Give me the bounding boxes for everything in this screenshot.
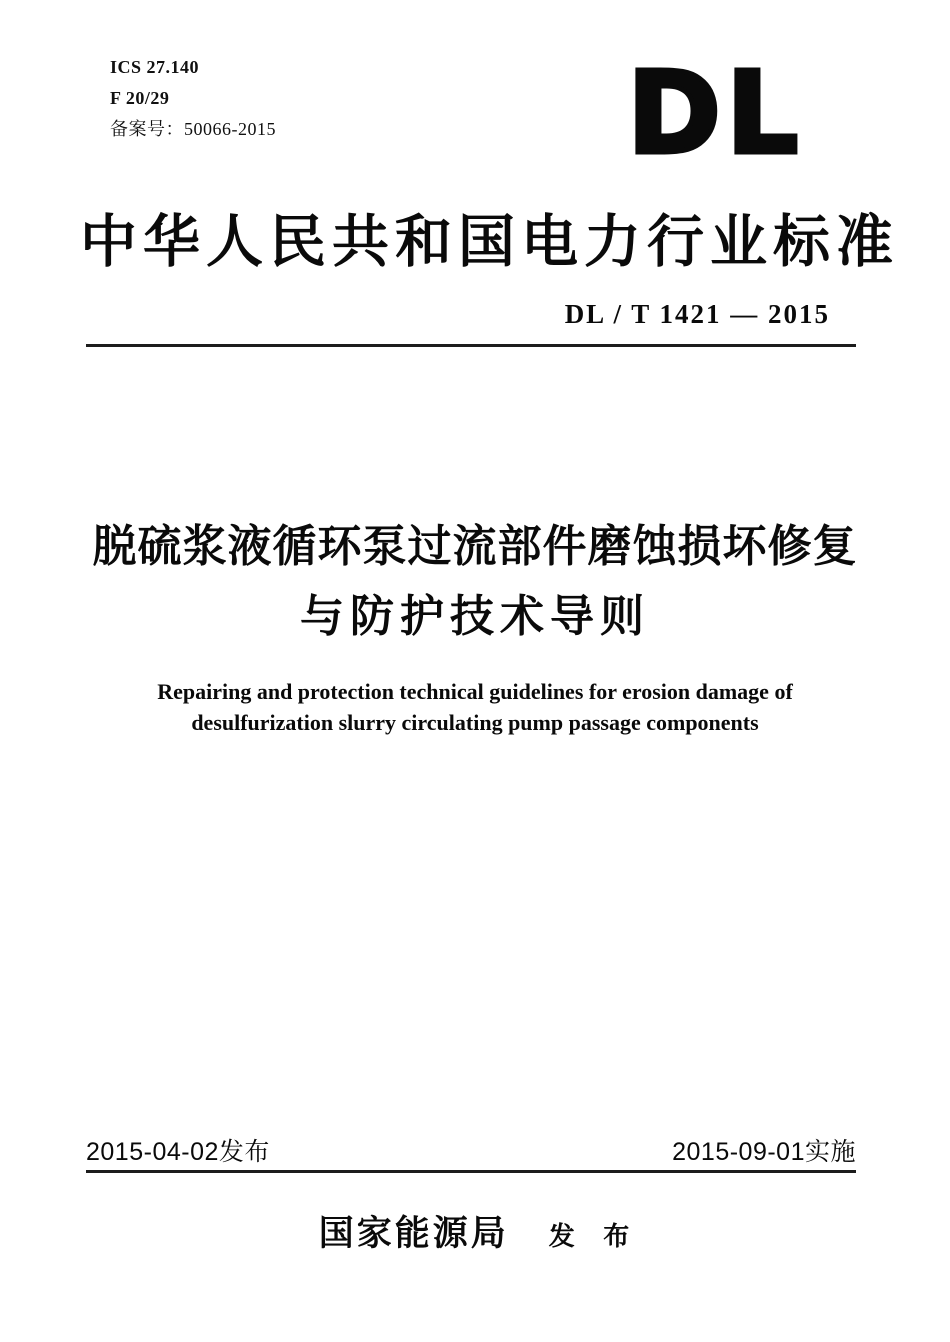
document-title-zh	[0, 518, 950, 646]
implementation-date: 2015-09-01实施	[672, 1138, 856, 1166]
document-codes-block	[110, 52, 276, 145]
jurisdiction-title: 中华人民共和国电力行业标准	[80, 211, 899, 274]
dates-row	[86, 1132, 856, 1168]
publish-label: 发 布	[548, 1222, 632, 1251]
document-title-zh-line1: 脱硫浆液循环泵过流部件磨蚀损坏修复	[92, 522, 858, 571]
document-title-en	[60, 676, 890, 738]
record-number: 备案号：50066-2015	[110, 119, 276, 139]
document-title-zh-line2: 与防护技术导则	[300, 592, 650, 641]
document-title-en-line1: Repairing and protection technical guidelines for erosion damage of	[157, 679, 793, 704]
header-divider-rule	[86, 344, 856, 347]
classification-code: F 20/29	[110, 88, 170, 108]
ics-code: ICS 27.140	[110, 57, 200, 77]
footer-divider-rule	[86, 1170, 856, 1173]
publisher-name: 国家能源局	[318, 1214, 509, 1253]
document-title-en-line2: desulfurization slurry circulating pump passage components	[191, 710, 759, 735]
standard-number: DL / T 1421 — 2015	[564, 299, 830, 329]
issue-date: 2015-04-02发布	[86, 1138, 270, 1166]
dl-logo: DL	[627, 49, 804, 179]
publisher-row	[0, 1206, 950, 1256]
